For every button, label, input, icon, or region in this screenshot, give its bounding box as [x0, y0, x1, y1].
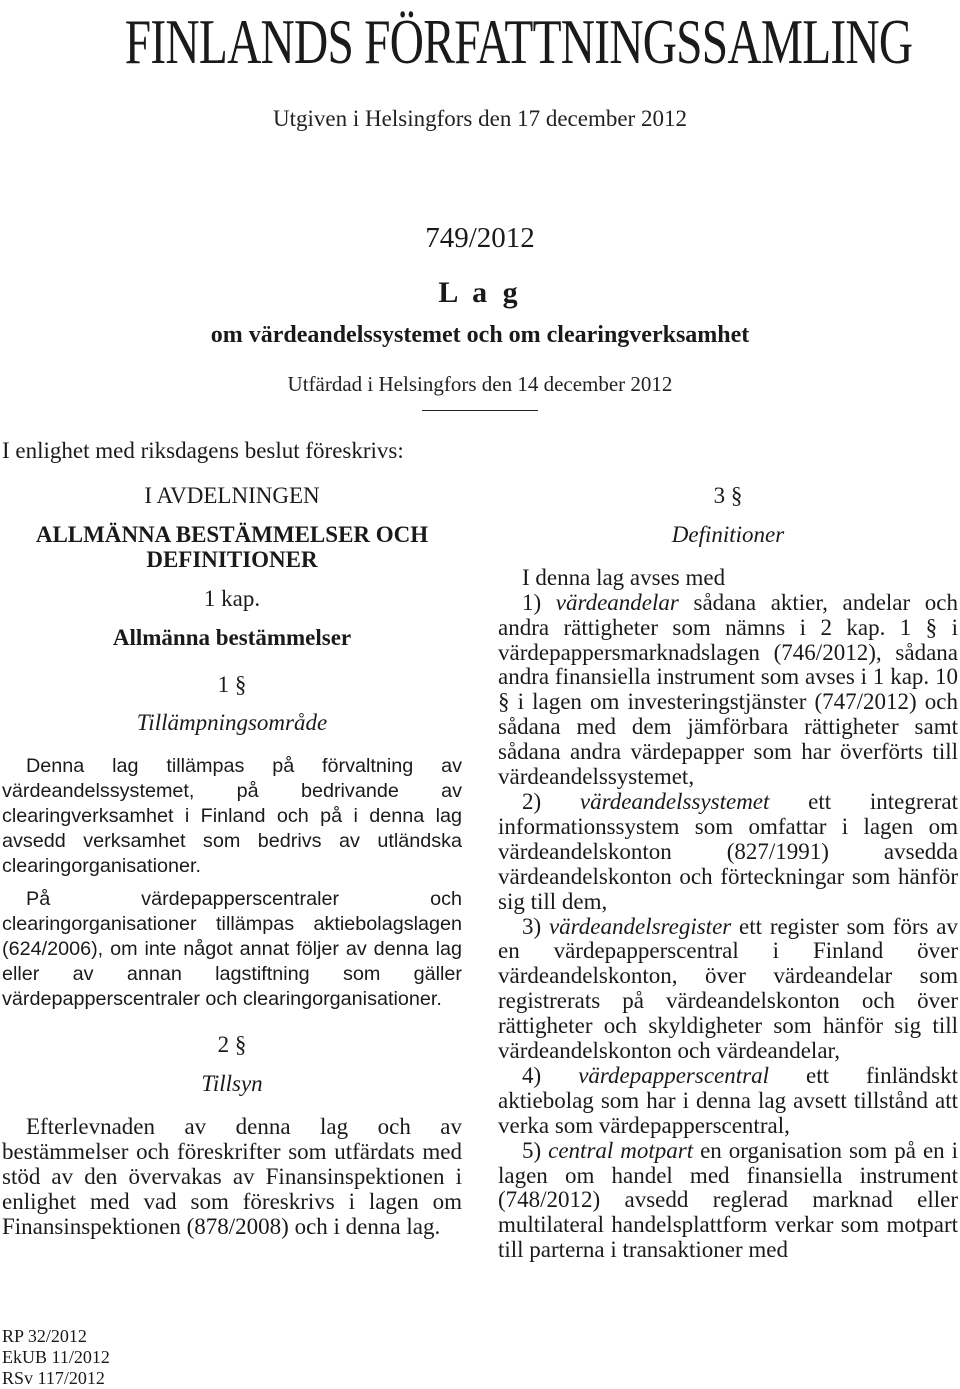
definition-4 — [498, 1064, 958, 1139]
right-column — [498, 484, 958, 1263]
division-title-line-1: ALLMÄNNA BESTÄMMELSER OCH — [35, 521, 429, 547]
enacted-line: Utfärdad i Helsingfors den 14 december 2012 — [287, 372, 673, 396]
reference-parliament-reply: RSv 117/2012 — [2, 1368, 105, 1388]
chapter-heading: 1 kap. — [203, 585, 261, 611]
section-1-number: 1 § — [217, 671, 247, 697]
definition-3 — [498, 915, 958, 1064]
resolution-line: I enlighet med riksdagens beslut föreskrivs: — [2, 438, 404, 463]
section-2-number: 2 § — [217, 1032, 247, 1058]
definition-5-text: en organisation som på en i lagen om handel med finansiella instrument (748/2012) avsedd reglerad marknad eller multilateral handelsplattform verkar som motpart till parterna i transaktioner med — [498, 1137, 959, 1263]
definition-3-term: värdeandelsregister — [548, 913, 732, 939]
definition-5-term: central motpart — [548, 1137, 694, 1163]
definition-1-term: värdeandelar — [555, 589, 679, 615]
definition-4-term: värdepapperscentral — [578, 1062, 769, 1088]
section-3-title: Definitioner — [671, 521, 785, 547]
law-subject: om värdeandelssystemet och om clearingverksamhet — [210, 322, 750, 348]
division-heading: I AVDELNINGEN — [144, 483, 320, 508]
preparatory-references — [2, 1326, 110, 1389]
section-2-title: Tillsyn — [201, 1071, 263, 1097]
definition-1-text: sådana aktier, andelar och andra rättigheter som nämns i 2 kap. 1 § i värdepappersmarknadslagen (746/2012), sådana andra finansiella instrument som avses i 1 kap. 10 § i lagen om investeringstjänster (747/2012) och sådana med dem jämförbara rättigheter samt sådana andra värdepapper som har överförts till värdeandelssystemet, — [498, 589, 959, 790]
section-1-paragraph-1: Denna lag tillämpas på förvaltning av värdeandelssystemet, på bedrivande av clearingverksamhet i Finland och på i denna lag avsedd verksamhet som bedrivs av utländska clearingorganisationer. — [2, 755, 462, 877]
definitions-intro: I denna lag avses med — [522, 564, 726, 590]
divider-rule — [422, 410, 538, 411]
definition-3-text: ett register som förs av en värdepapperscentral i Finland över värdeandelskonton, över värdeandelar som registrerats på värdeandelskonton och över rättigheter och skyldigheter som hänför sig till värdeandelskonton och värdeandelar, — [498, 913, 958, 1064]
issue-date-line: Utgiven i Helsingfors den 17 december 2012 — [273, 106, 687, 131]
chapter-title: Allmänna bestämmelser — [112, 624, 352, 650]
section-1-paragraph-2: På värdepapperscentraler och clearingorganisationer tillämpas aktiebolagslagen (624/2006), om inte något annat följer av denna lag eller av annan lagstiftning som gäller värdepapperscentraler och clearingorganisationer. — [2, 887, 462, 1010]
definition-2-term: värdeandelssystemet — [579, 788, 770, 814]
definition-4-number: 4) — [522, 1062, 542, 1088]
reference-government-proposal: RP 32/2012 — [2, 1326, 87, 1346]
division-title-line-2: DEFINITIONER — [146, 546, 318, 572]
definition-3-number: 3) — [522, 913, 542, 939]
definition-5-number: 5) — [522, 1137, 542, 1163]
publication-title: FINLANDS FÖRFATTNINGSSAMLING — [124, 6, 913, 77]
definition-5 — [498, 1139, 958, 1264]
definition-4-text: ett finländskt aktiebolag som har i denna lag avsett tillstånd att verka som värdepapperscentral, — [498, 1062, 959, 1138]
section-3-number: 3 § — [713, 483, 743, 508]
left-column — [2, 484, 462, 1240]
law-type: L a g — [438, 276, 522, 309]
definition-2-number: 2) — [522, 788, 542, 814]
section-1-title: Tillämpningsområde — [136, 710, 328, 736]
definition-1-number: 1) — [522, 589, 542, 615]
definition-2-text: ett integrerat informationssystem som omfattar i lagen om värdeandelskonton (827/1991) avsedda värdeandelskonton och förteckningar som hänför sig till dem, — [498, 788, 959, 914]
section-2-paragraph-1: Efterlevnaden av denna lag och av bestämmelser och föreskrifter som utfärdats med stöd av den övervakas av Finansinspektionen i enlighet med vad som föreskrivs i lagen om Finansinspektionen (878/2008) och i denna lag. — [2, 1114, 462, 1239]
reference-committee-report: EkUB 11/2012 — [2, 1347, 110, 1367]
definition-2 — [498, 790, 958, 915]
law-number: 749/2012 — [425, 222, 535, 254]
definition-1 — [498, 591, 958, 790]
